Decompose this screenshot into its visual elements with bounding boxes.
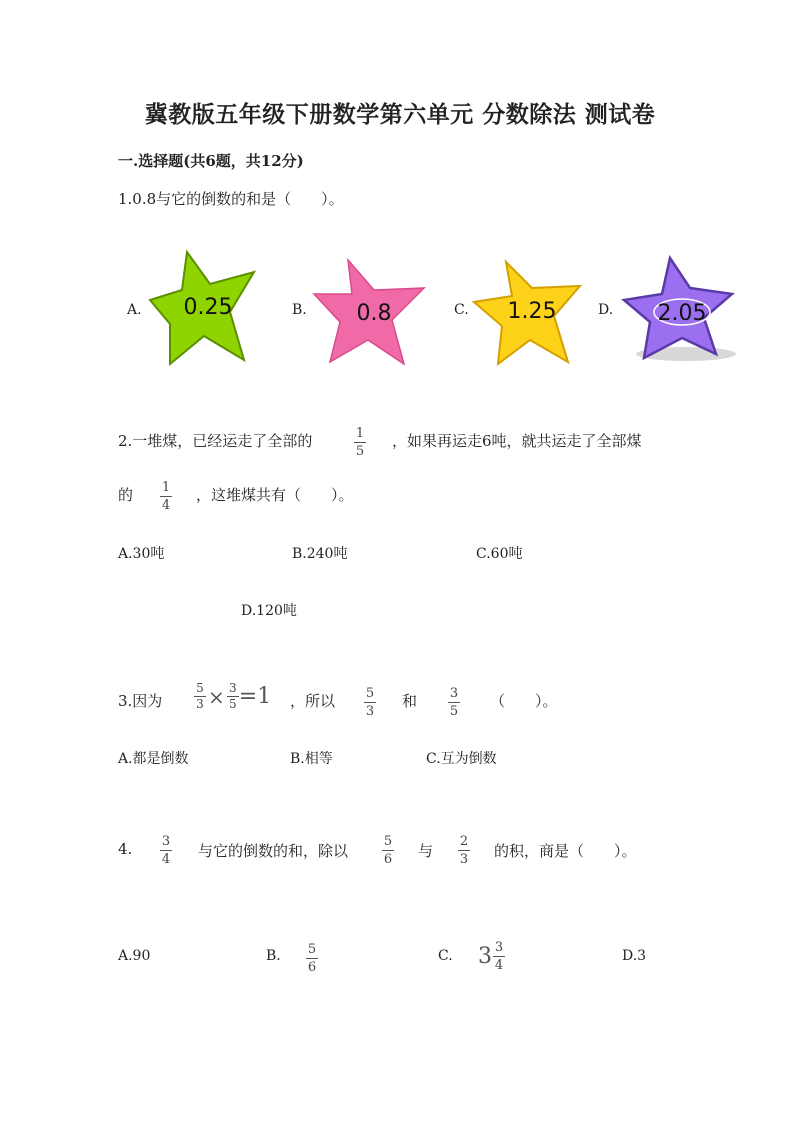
mixed-whole: 3: [478, 944, 492, 969]
q4-option-a: A.90: [118, 948, 151, 964]
mixed-fraction: [493, 940, 505, 973]
fraction-denominator: 3: [196, 697, 204, 711]
question-2-line-1a: 2.一堆煤，已经运走了全部的: [118, 432, 313, 450]
fraction-bar: [364, 702, 376, 703]
question-2-line-2a: 的: [118, 486, 134, 504]
q4-fraction-3: [458, 834, 470, 867]
q3-option-a: A.都是倒数: [118, 751, 189, 767]
q3-option-b: B.相等: [290, 751, 333, 767]
fraction-bar: [458, 850, 470, 851]
q2-option-a: A.30吨: [118, 546, 165, 562]
q2-option-d: D.120吨: [241, 603, 297, 619]
fraction-numerator: 1: [355, 426, 365, 441]
fraction-bar: [306, 958, 318, 959]
fraction-bar: [493, 956, 505, 957]
fraction-numerator: 1: [161, 480, 171, 495]
eq-fraction-b: [227, 682, 239, 711]
q1-option-c-letter: C.: [454, 302, 469, 318]
fraction-numerator: 2: [459, 834, 469, 849]
q1-option-a-star: [144, 248, 264, 368]
question-2-line-1b: ，如果再运走6吨，就共运走了全部煤: [392, 432, 642, 450]
question-2-line-2b: ，这堆煤共有（ ）。: [196, 486, 354, 504]
fraction-denominator: 4: [161, 852, 171, 867]
fraction-bar: [382, 850, 394, 851]
fraction-numerator: 3: [161, 834, 171, 849]
equals-one: =1: [238, 684, 272, 709]
star-b-label: 0.8: [356, 301, 392, 326]
question-4-prefix: 4.: [118, 840, 133, 858]
fraction-bar: [354, 442, 366, 443]
q4-fraction-1: [160, 834, 172, 867]
fraction-denominator: 5: [449, 704, 459, 719]
q3-fraction-1: [364, 686, 376, 719]
star-a-label: 0.25: [183, 295, 233, 320]
q2-fraction-1: [354, 426, 366, 459]
question-1-text: 1.0.8与它的倒数的和是（ ）。: [118, 190, 344, 208]
q2-option-c: C.60吨: [476, 546, 523, 562]
eq-fraction-a: [194, 682, 206, 711]
fraction-numerator: 3: [449, 686, 459, 701]
fraction-denominator: 5: [228, 697, 237, 711]
fraction-denominator: 6: [383, 852, 393, 867]
fraction-numerator: 3: [494, 940, 504, 955]
q3-fraction-2: [448, 686, 460, 719]
q4-fraction-2: [382, 834, 394, 867]
q2-fraction-2: [160, 480, 172, 513]
question-3-mid: ，所以: [290, 692, 336, 710]
question-4-text-c: 的积，商是（ ）。: [494, 842, 637, 860]
q3-equation: [194, 682, 271, 711]
fraction-numerator: 5: [383, 834, 393, 849]
section-heading: 一.选择题(共6题，共12分): [118, 152, 304, 170]
question-3-and: 和: [402, 692, 418, 710]
q4-option-c-mixed-number: [478, 940, 505, 973]
fraction-denominator: 3: [459, 852, 469, 867]
q1-option-b-star: [312, 258, 428, 368]
q1-option-a-letter: A.: [127, 302, 142, 318]
star-d-label: 2.05: [657, 301, 707, 326]
q1-option-d-star: [620, 254, 740, 366]
fraction-bar: [160, 850, 172, 851]
fraction-numerator: 5: [196, 681, 204, 695]
q2-option-b: B.240吨: [292, 546, 348, 562]
q4-option-c-letter: C.: [438, 948, 453, 964]
fraction-bar: [160, 496, 172, 497]
q4-option-d: D.3: [622, 948, 647, 964]
q4-option-b-fraction: [306, 942, 318, 975]
question-3-prefix: 3.因为: [118, 692, 163, 710]
fraction-numerator: 5: [307, 942, 317, 957]
q1-option-d-letter: D.: [598, 302, 614, 318]
fraction-denominator: 6: [307, 960, 317, 975]
fraction-numerator: 5: [365, 686, 375, 701]
question-4-text-a: 与它的倒数的和，除以: [198, 842, 349, 860]
fraction-bar: [448, 702, 460, 703]
fraction-denominator: 3: [365, 704, 375, 719]
fraction-denominator: 4: [494, 958, 504, 973]
q1-option-b-letter: B.: [292, 302, 307, 318]
page-title: 冀教版五年级下册数学第六单元 分数除法 测试卷: [144, 102, 656, 128]
fraction-denominator: 5: [355, 444, 365, 459]
star-c-label: 1.25: [507, 299, 557, 324]
times-sign: ×: [208, 684, 225, 709]
q3-option-c: C.互为倒数: [426, 751, 497, 767]
question-4-text-b: 与: [418, 842, 434, 860]
question-3-blank: （ ）。: [490, 692, 558, 710]
q4-option-b-letter: B.: [266, 948, 281, 964]
fraction-numerator: 3: [228, 681, 237, 695]
q1-option-c-star: [472, 258, 588, 368]
fraction-denominator: 4: [161, 498, 171, 513]
